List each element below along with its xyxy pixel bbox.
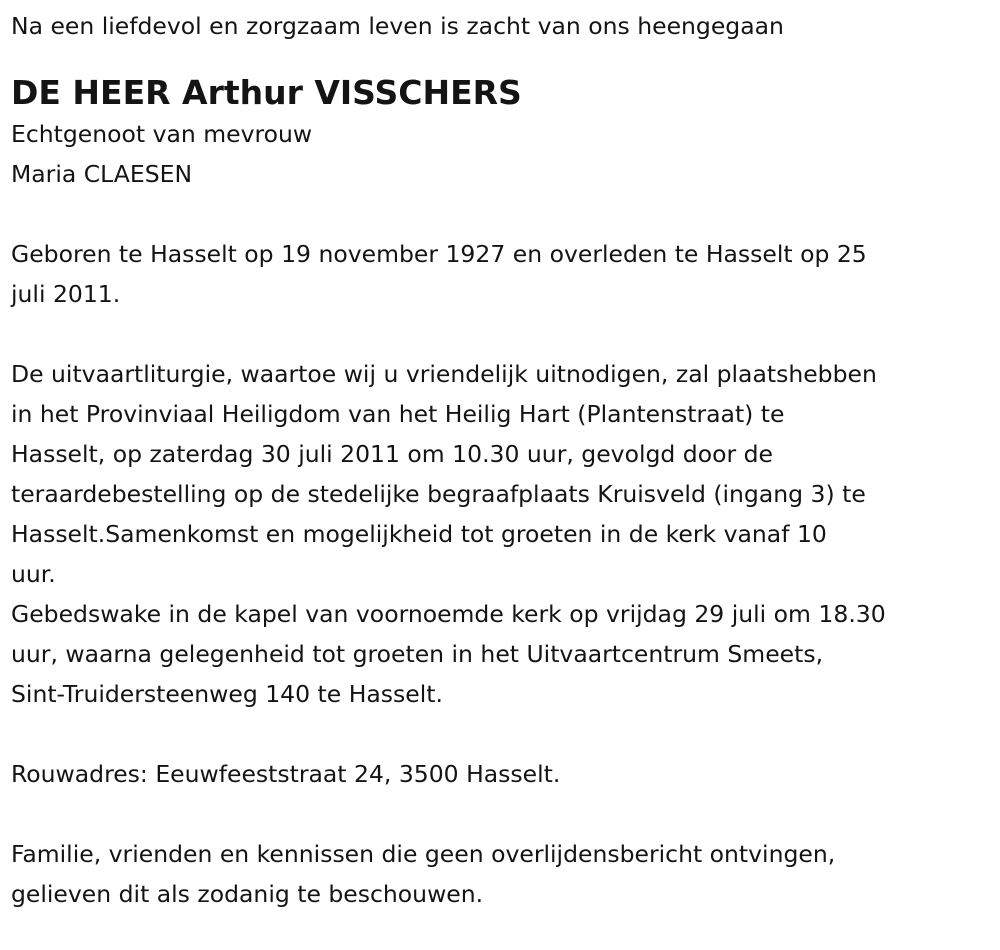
deceased-name: DE HEER Arthur VISSCHERS xyxy=(11,73,522,112)
birth-death-line: Geboren te Hasselt op 19 november 1927 en overleden te Hasselt op 25 xyxy=(11,240,867,268)
funeral-line: Hasselt, op zaterdag 30 juli 2011 om 10.30 uur, gevolgd door de xyxy=(11,440,773,468)
wake-paragraph xyxy=(11,594,993,714)
spacer xyxy=(11,194,993,234)
death-notice xyxy=(11,0,993,914)
birth-death-line: juli 2011. xyxy=(11,280,121,308)
birth-death-paragraph xyxy=(11,234,993,314)
spacer xyxy=(11,714,993,754)
funeral-line: De uitvaartliturgie, waartoe wij u vriendelijk uitnodigen, zal plaatshebben xyxy=(11,360,877,388)
wake-line: Sint-Truidersteenweg 140 te Hasselt. xyxy=(11,680,443,708)
funeral-line: teraardebestelling op de stedelijke begraafplaats Kruisveld (ingang 3) te xyxy=(11,480,866,508)
intro-text: Na een liefdevol en zorgzaam leven is zacht van ons heengegaan xyxy=(11,12,784,40)
funeral-line: Hasselt.Samenkomst en mogelijkheid tot groeten in de kerk vanaf 10 xyxy=(11,520,827,548)
spacer xyxy=(11,794,993,834)
closing-line: gelieven dit als zodanig te beschouwen. xyxy=(11,880,484,908)
closing-paragraph xyxy=(11,834,993,914)
funeral-paragraph xyxy=(11,354,993,594)
funeral-line: in het Provinviaal Heiligdom van het Heilig Hart (Plantenstraat) te xyxy=(11,400,785,428)
spouse-label: Echtgenoot van mevrouw xyxy=(11,120,313,148)
spacer xyxy=(11,314,993,354)
wake-line: Gebedswake in de kapel van voornoemde kerk op vrijdag 29 juli om 18.30 xyxy=(11,600,886,628)
closing-line: Familie, vrienden en kennissen die geen overlijdensbericht ontvingen, xyxy=(11,840,836,868)
mourning-address: Rouwadres: Eeuwfeeststraat 24, 3500 Hasselt. xyxy=(11,760,561,788)
funeral-line: uur. xyxy=(11,560,56,588)
spouse-name: Maria CLAESEN xyxy=(11,160,193,188)
wake-line: uur, waarna gelegenheid tot groeten in het Uitvaartcentrum Smeets, xyxy=(11,640,824,668)
